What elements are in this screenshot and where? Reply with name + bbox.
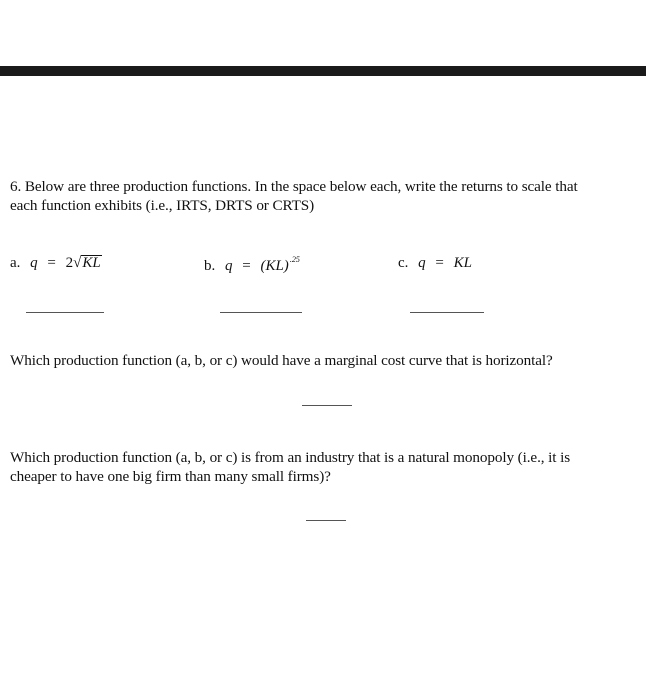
question-6-text [10, 177, 642, 215]
formula-a-radicand: KL [82, 255, 101, 271]
formula-b-equals: = [242, 258, 251, 274]
formula-c-equals: = [435, 255, 444, 271]
formula-a-coefficient: 2 [65, 255, 74, 271]
formula-a-radical [73, 255, 102, 272]
prompt-horizontal-line-1: Which production function (a, b, or c) would have a marginal cost curve that is horizontal? [10, 352, 553, 369]
formula-c-lhs: q [418, 255, 426, 271]
formula-a-lhs: q [30, 255, 38, 271]
answer-blank-horizontal-mc[interactable] [302, 405, 352, 406]
question-line-1: 6. Below are three production functions. In the space below each, write the returns to scale that [10, 178, 578, 195]
formula-c-letter: c. [398, 255, 409, 271]
answer-blank-b[interactable] [220, 312, 302, 313]
prompt-monopoly-line-2: cheaper to have one big firm than many small firms)? [10, 468, 331, 485]
formula-c-rhs: KL [453, 255, 472, 271]
top-divider-bar [0, 66, 646, 76]
formula-a-equals: = [47, 255, 56, 271]
square-root-icon: √ [73, 255, 82, 271]
question-line-2: each function exhibits (i.e., IRTS, DRTS or CRTS) [10, 197, 315, 214]
formula-b-letter: b. [204, 258, 216, 274]
formula-b-lhs: q [225, 258, 233, 274]
formula-b-exponent: .25 [289, 255, 300, 264]
formula-b [204, 255, 300, 275]
formula-a [10, 255, 102, 272]
formula-b-base: (KL) [260, 258, 289, 274]
prompt-monopoly-line-1: Which production function (a, b, or c) is from an industry that is a natural monopoly (i.e., it is [10, 449, 571, 466]
prompt-horizontal-marginal-cost [10, 351, 640, 370]
prompt-natural-monopoly [10, 448, 640, 486]
formula-a-letter: a. [10, 255, 21, 271]
answer-blank-a[interactable] [26, 312, 104, 313]
answer-blank-c[interactable] [410, 312, 484, 313]
formula-c [398, 255, 472, 272]
answer-blank-natural-monopoly[interactable] [306, 520, 346, 521]
